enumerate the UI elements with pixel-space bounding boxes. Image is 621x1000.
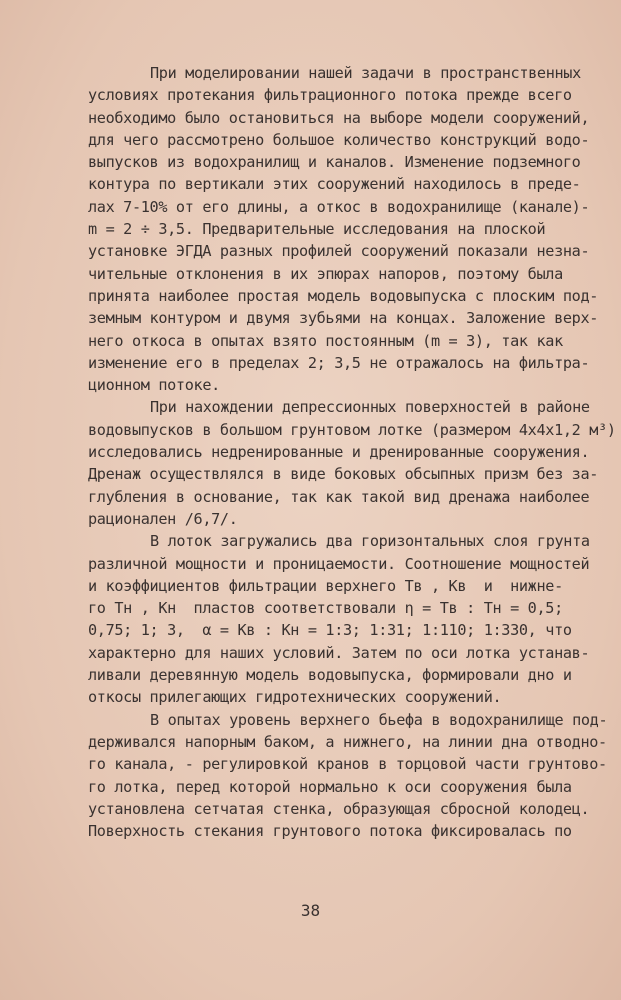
text-line: различной мощности и проницаемости. Соотношение мощностей <box>88 554 590 573</box>
text-line: для чего рассмотрено большое количество конструкций водо- <box>88 130 590 149</box>
text-line: выпусков из водохранилищ и каналов. Изменение подземного <box>88 153 581 172</box>
text-line: В опытах уровень верхнего бьефа в водохранилище под- <box>150 710 608 729</box>
text-line: Поверхность стекания грунтового потока фиксировалась по <box>88 822 572 841</box>
text-line: него откоса в опытах взято постоянным (m = 3), так как <box>88 331 563 350</box>
text-line: водовыпусков в большом грунтовом лотке (размером 4х4х1,2 м³) <box>88 420 616 439</box>
text-line: земным контуром и двумя зубьями на концах. Заложение верх- <box>88 309 599 328</box>
body-text <box>88 62 618 842</box>
text-line: установке ЭГДА разных профилей сооружений показали незна- <box>88 242 590 261</box>
text-line: исследовались недренированные и дренированные сооружения. <box>88 443 590 462</box>
text-line: и коэффициентов фильтрации верхнего Tв , Kв и нижне- <box>88 576 563 595</box>
text-line: m = 2 ÷ 3,5. Предварительные исследования на плоской <box>88 220 546 239</box>
text-line: Дренаж осуществлялся в виде боковых обсыпных призм без за- <box>88 465 599 484</box>
text-line: го Tн , Kн пластов соответствовали η = Tв : Tн = 0,5; <box>88 599 563 618</box>
page-number: 38 <box>300 901 321 920</box>
text-line: характерно для наших условий. Затем по оси лотка устанав- <box>88 643 590 662</box>
text-line: го лотка, перед которой нормально к оси сооружения была <box>88 777 572 796</box>
text-line: лах 7-10% от его длины, а откос в водохранилище (канале)- <box>88 197 590 216</box>
text-line: изменение его в пределах 2; 3,5 не отражалось на фильтра- <box>88 353 590 372</box>
text-line: глубления в основание, так как такой вид дренажа наиболее <box>88 487 590 506</box>
text-line: контура по вертикали этих сооружений находилось в преде- <box>88 175 581 194</box>
text-line: го канала, - регулировкой кранов в торцовой части грунтово- <box>88 755 607 774</box>
text-line: держивался напорным баком, а нижнего, на линии дна отводно- <box>88 732 607 751</box>
text-line: ционном потоке. <box>88 376 220 395</box>
text-line: рационален /6,7/. <box>88 509 238 528</box>
text-line: При моделировании нашей задачи в пространственных <box>150 64 581 82</box>
text-line: принята наиболее простая модель водовыпуска с плоским под- <box>88 286 599 305</box>
text-line: установлена сетчатая стенка, образующая сбросной колодец. <box>88 799 590 818</box>
text-line: откосы прилегающих гидротехнических сооружений. <box>88 688 502 707</box>
text-line: условиях протекания фильтрационного потока прежде всего <box>88 86 572 105</box>
text-line: При нахождении депрессионных поверхностей в районе <box>150 398 590 417</box>
text-line: ливали деревянную модель водовыпуска, формировали дно и <box>88 666 572 685</box>
text-line: чительные отклонения в их эпюрах напоров, поэтому была <box>88 264 563 283</box>
text-line: 0,75; 1; 3, α = Kв : Kн = 1:3; 1:31; 1:110; 1:330, что <box>88 621 572 640</box>
text-line: необходимо было остановиться на выборе модели сооружений, <box>88 108 590 127</box>
text-line: В лоток загружались два горизонтальных слоя грунта <box>150 532 590 551</box>
